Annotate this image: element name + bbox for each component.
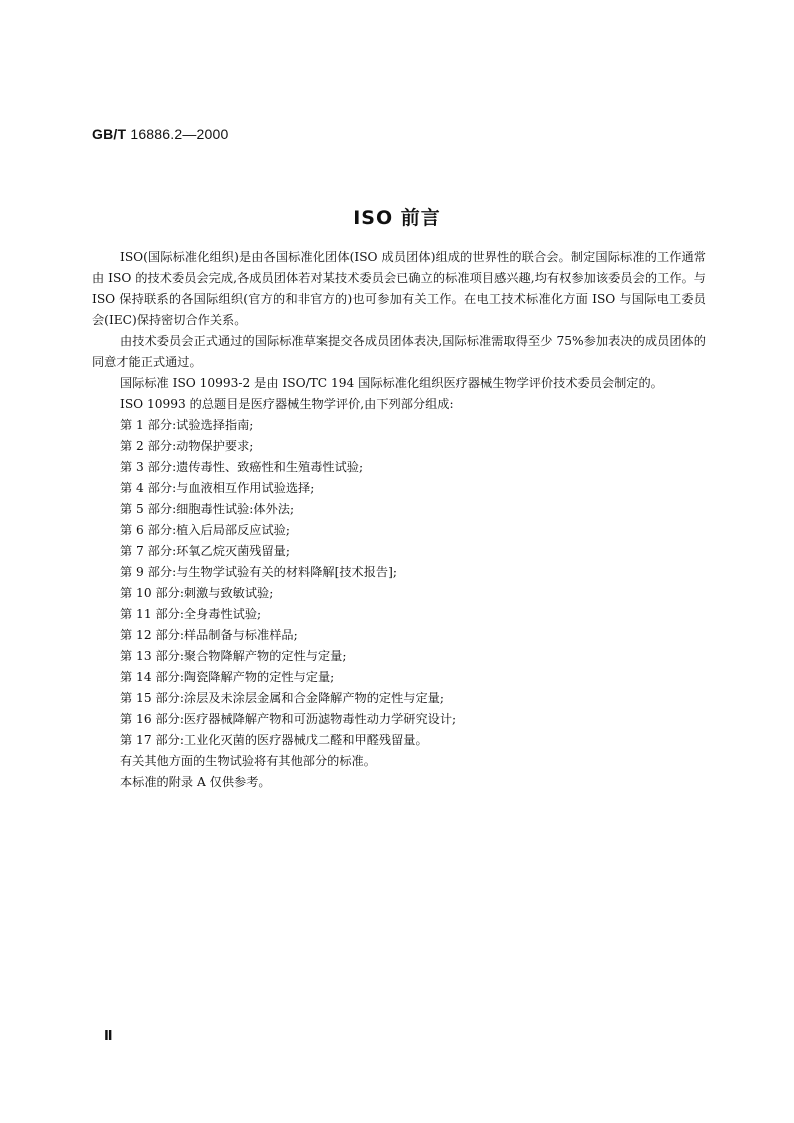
list-item: 第 17 部分:工业化灭菌的医疗器械戊二醛和甲醛残留量。: [120, 733, 428, 747]
closing-other-parts: 有关其他方面的生物试验将有其他部分的标准。: [120, 754, 376, 768]
list-item: 第 3 部分:遗传毒性、致癌性和生殖毒性试验;: [120, 460, 364, 474]
standard-code-number: 16886.2—2000: [126, 126, 229, 142]
list-item: 第 4 部分:与血液相互作用试验选择;: [120, 481, 315, 495]
list-item: 第 7 部分:环氧乙烷灭菌残留量;: [120, 544, 290, 558]
list-item: 第 12 部分:样品制备与标准样品;: [120, 628, 298, 642]
list-item: 第 11 部分:全身毒性试验;: [120, 607, 262, 621]
page-title: ISO 前言: [353, 207, 441, 229]
standard-code: [92, 126, 229, 142]
foreword-body: [92, 247, 706, 793]
paragraph-voting: 由技术委员会正式通过的国际标准草案提交各成员团体表决,国际标准需取得至少 75%参加表决的成员团体的同意才能正式通过。: [92, 334, 706, 369]
list-item: 第 6 部分:植入后局部反应试验;: [120, 523, 290, 537]
list-item: 第 15 部分:涂层及未涂层金属和合金降解产物的定性与定量;: [120, 691, 444, 705]
list-item: 第 1 部分:试验选择指南;: [120, 418, 254, 432]
list-item: 第 13 部分:聚合物降解产物的定性与定量;: [120, 649, 347, 663]
paragraph-general-title: ISO 10993 的总题目是医疗器械生物学评价,由下列部分组成:: [120, 397, 454, 411]
standard-code-prefix: GB/T: [92, 126, 127, 142]
closing-annex-note: 本标准的附录 A 仅供参考。: [120, 775, 271, 789]
list-item: 第 10 部分:刺激与致敏试验;: [120, 586, 274, 600]
paragraph-committee: 国际标准 ISO 10993-2 是由 ISO/TC 194 国际标准化组织医疗器械生物学评价技术委员会制定的。: [120, 376, 663, 390]
list-item: 第 14 部分:陶瓷降解产物的定性与定量;: [120, 670, 335, 684]
list-item: 第 5 部分:细胞毒性试验:体外法;: [120, 502, 295, 516]
paragraph-iso-intro: ISO(国际标准化组织)是由各国标准化团体(ISO 成员团体)组成的世界性的联合会。制定国际标准的工作通常由 ISO 的技术委员会完成,各成员团体若对某技术委员会已确立的标准项目感兴趣,均有权参加该委员会的工作。与 ISO 保持联系的各国际组织(官方的和非官方的)也可参加有关工作。在电工技术标准化方面 ISO 与国际电工委员会(IEC)保持密切合作关系。: [92, 250, 706, 327]
list-item: 第 2 部分:动物保护要求;: [120, 439, 254, 453]
list-item: 第 16 部分:医疗器械降解产物和可沥滤物毒性动力学研究设计;: [120, 712, 457, 726]
parts-list: [92, 415, 706, 751]
list-item: 第 9 部分:与生物学试验有关的材料降解[技术报告];: [120, 565, 397, 579]
page-number: Ⅱ: [104, 1029, 112, 1044]
